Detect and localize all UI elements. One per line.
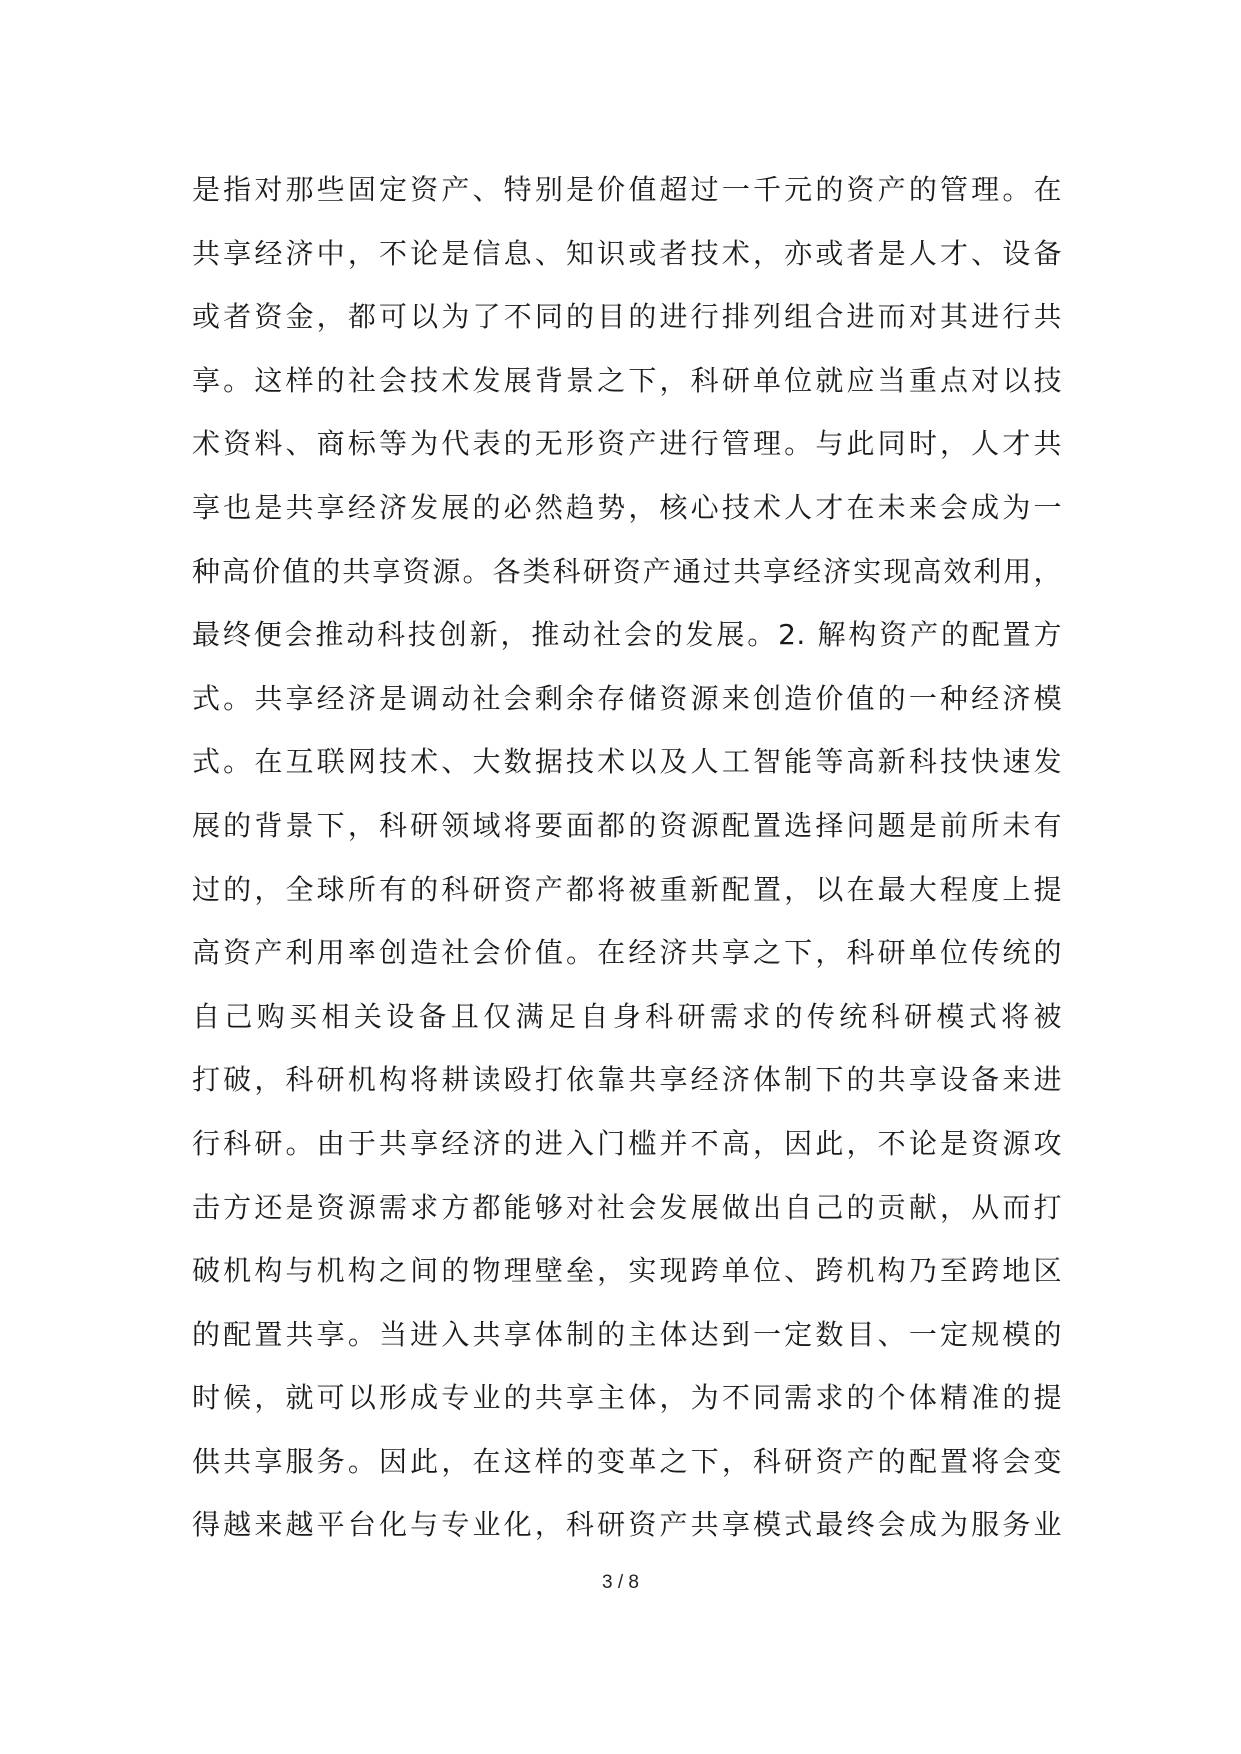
text-line: 享也是共享经济发展的必然趋势，核心技术人才在未来会成为一 (192, 490, 1062, 524)
text-line: 破机构与机构之间的物理壁垒，实现跨单位、跨机构乃至跨地区 (192, 1254, 1062, 1288)
text-line: 自己购买相关设备且仅满足自身科研需求的传统科研模式将被 (192, 999, 1062, 1033)
text-line: 是指对那些固定资产、特别是价值超过一千元的资产的管理。在 (192, 173, 1062, 206)
text-line: 过的，全球所有的科研资产都将被重新配置，以在最大程度上提 (192, 872, 1062, 906)
text-line: 享。这样的社会技术发展背景之下，科研单位就应当重点对以技 (192, 363, 1062, 397)
text-line: 击方还是资源需求方都能够对社会发展做出自己的贡献，从而打 (192, 1190, 1062, 1224)
text-line: 术资料、商标等为代表的无形资产进行管理。与此同时，人才共 (192, 427, 1062, 461)
page-number: 3 / 8 (602, 1572, 639, 1593)
text-line: 最终便会推动科技创新，推动社会的发展。2. 解构资产的配置方 (192, 618, 1062, 652)
body-text (192, 158, 1062, 1557)
text-line: 打破，科研机构将耕读殴打依靠共享经济体制下的共享设备来进 (192, 1063, 1062, 1097)
text-line: 式。共享经济是调动社会剩余存储资源来创造价值的一种经济模 (192, 681, 1062, 715)
text-line: 供共享服务。因此，在这样的变革之下，科研资产的配置将会变 (192, 1444, 1062, 1478)
text-line: 种高价值的共享资源。各类科研资产通过共享经济实现高效利用， (192, 554, 1062, 588)
text-line: 共享经济中，不论是信息、知识或者技术，亦或者是人才、设备 (192, 236, 1062, 270)
text-line: 高资产利用率创造社会价值。在经济共享之下，科研单位传统的 (192, 936, 1062, 970)
text-line: 展的背景下，科研领域将要面都的资源配置选择问题是前所未有 (192, 808, 1062, 842)
text-line: 得越来越平台化与专业化，科研资产共享模式最终会成为服务业 (192, 1508, 1062, 1542)
text-line: 的配置共享。当进入共享体制的主体达到一定数目、一定规模的 (192, 1317, 1062, 1351)
text-line: 时候，就可以形成专业的共享主体，为不同需求的个体精准的提 (192, 1381, 1062, 1415)
text-line: 式。在互联网技术、大数据技术以及人工智能等高新科技快速发 (192, 745, 1062, 779)
text-line: 或者资金，都可以为了不同的目的进行排列组合进而对其进行共 (192, 300, 1062, 334)
text-line: 行科研。由于共享经济的进入门槛并不高，因此，不论是资源攻 (192, 1126, 1062, 1160)
